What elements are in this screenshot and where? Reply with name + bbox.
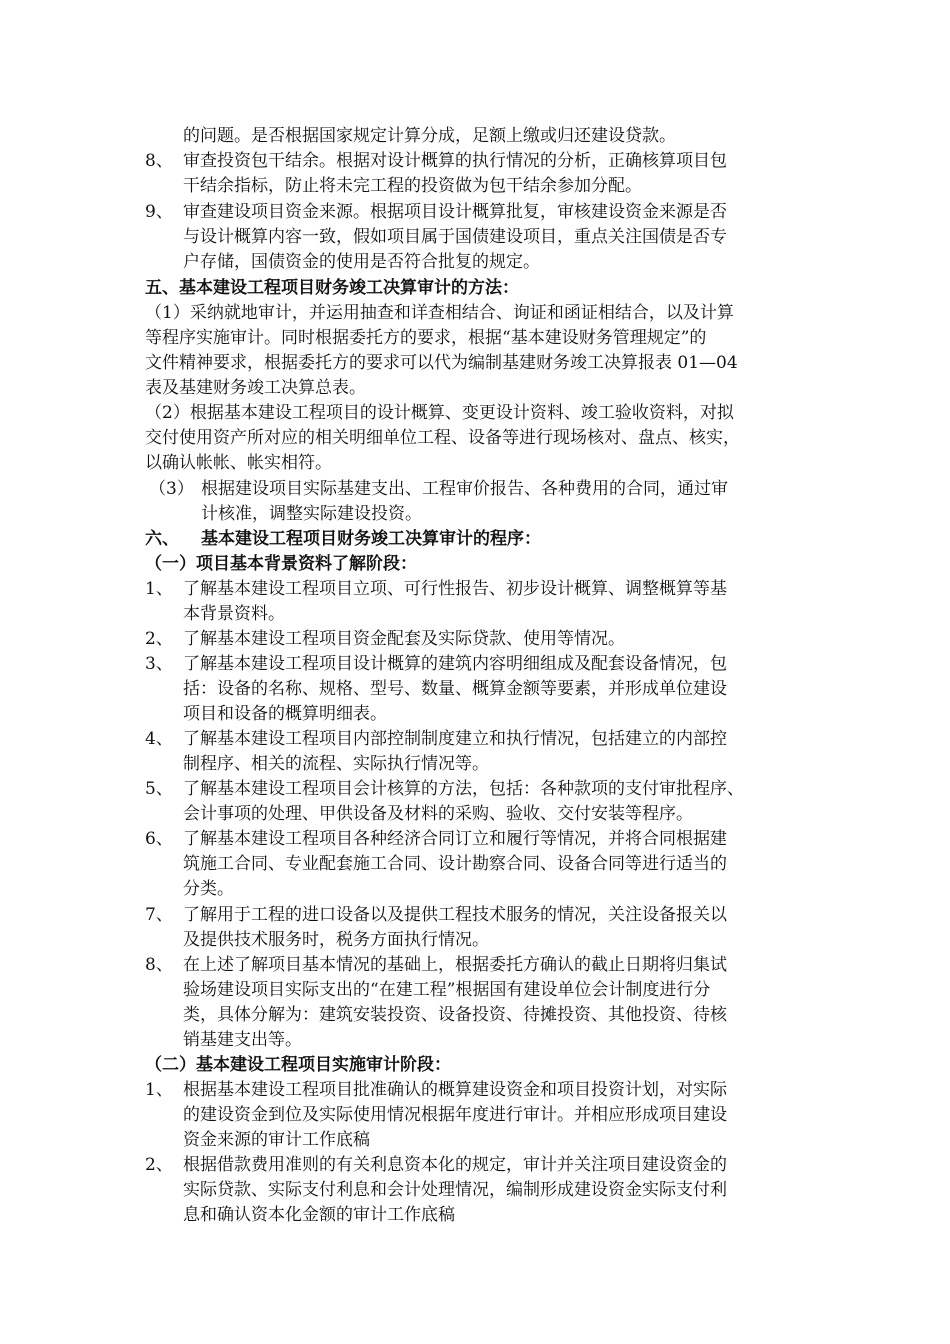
text-line: 根据建设项目实际基建支出、工程审价报告、各种费用的合同，通过审 <box>201 479 728 499</box>
text-line: 及提供技术服务时，税务方面执行情况。 <box>183 930 489 950</box>
list-number: 3、 <box>145 654 173 674</box>
list-number: 6、 <box>145 829 173 849</box>
text-line: 括：设备的名称、规格、型号、数量、概算金额等要素，并形成单位建设 <box>183 679 727 699</box>
text-line: 了解基本建设工程项目设计概算的建筑内容明细组成及配套设备情况，包 <box>183 654 727 674</box>
section-heading: 基本建设工程项目财务竣工决算审计的程序： <box>201 529 541 549</box>
text-line: （2）根据基本建设工程项目的设计概算、变更设计资料、竣工验收资料，对拟 <box>145 403 734 423</box>
text-line: （1）采纳就地审计，并运用抽查和详查相结合、询证和函证相结合，以及计算 <box>145 303 734 323</box>
text-line: 干结余指标，防止将未完工程的投资做为包干结余参加分配。 <box>183 176 642 196</box>
text-line: 了解基本建设工程项目内部控制制度建立和执行情况，包括建立的内部控 <box>183 729 727 749</box>
list-number: 7、 <box>145 905 173 925</box>
text-line: 资金来源的审计工作底稿 <box>183 1130 370 1150</box>
text-line: 等程序实施审计。同时根据委托方的要求，根据“基本建设财务管理规定”的 <box>145 328 707 348</box>
text-line: 文件精神要求，根据委托方的要求可以代为编制基建财务竣工决算报表 01—04 <box>145 353 738 373</box>
text-line: 交付使用资产所对应的相关明细单位工程、设备等进行现场核对、盘点、核实， <box>145 428 740 448</box>
text-line: 在上述了解项目基本情况的基础上，根据委托方确认的截止日期将归集试 <box>183 955 727 975</box>
text-line: 类，具体分解为：建筑安装投资、设备投资、待摊投资、其他投资、待核 <box>183 1005 727 1025</box>
text-line: 了解基本建设工程项目资金配套及实际贷款、使用等情况。 <box>183 629 625 649</box>
text-line: 了解基本建设工程项目会计核算的方法，包括：各种款项的支付审批程序、 <box>183 779 744 799</box>
text-line: 息和确认资本化金额的审计工作底稿 <box>183 1205 455 1225</box>
text-line: 的建设资金到位及实际使用情况根据年度进行审计。并相应形成项目建设 <box>183 1105 727 1125</box>
text-line: 项目和设备的概算明细表。 <box>183 704 387 724</box>
text-line: 户存储，国债资金的使用是否符合批复的规定。 <box>183 252 540 272</box>
text-line: 了解用于工程的进口设备以及提供工程技术服务的情况，关注设备报关以 <box>183 905 727 925</box>
subsection-heading: （二）基本建设工程项目实施审计阶段： <box>145 1055 451 1075</box>
section-heading: 五、基本建设工程项目财务竣工决算审计的方法： <box>145 278 519 298</box>
text-line: 销基建支出等。 <box>183 1030 302 1050</box>
text-line: 制程序、相关的流程、实际执行情况等。 <box>183 754 489 774</box>
list-number: 9、 <box>145 202 173 222</box>
text-line: 的问题。是否根据国家规定计算分成，足额上缴或归还建设贷款。 <box>183 126 676 146</box>
list-number: 5、 <box>145 779 173 799</box>
text-line: 分类。 <box>183 879 234 899</box>
text-line: 会计事项的处理、甲供设备及材料的采购、验收、交付安装等程序。 <box>183 804 693 824</box>
text-line: 根据借款费用准则的有关利息资本化的规定，审计并关注项目建设资金的 <box>183 1155 727 1175</box>
text-line: 计核准，调整实际建设投资。 <box>201 504 422 524</box>
text-line: 了解基本建设工程项目各种经济合同订立和履行等情况，并将合同根据建 <box>183 829 727 849</box>
list-number: 1、 <box>145 1080 173 1100</box>
text-line: 表及基建财务竣工决算总表。 <box>145 378 366 398</box>
list-number: 8、 <box>145 955 173 975</box>
list-number: 8、 <box>145 151 173 171</box>
text-line: 本背景资料。 <box>183 604 285 624</box>
list-number: 2、 <box>145 629 173 649</box>
section-number: 六、 <box>145 529 179 549</box>
list-number: 1、 <box>145 579 173 599</box>
list-number: （3） <box>149 479 194 499</box>
list-number: 2、 <box>145 1155 173 1175</box>
list-number: 4、 <box>145 729 173 749</box>
text-line: 审查投资包干结余。根据对设计概算的执行情况的分析，正确核算项目包 <box>183 151 727 171</box>
text-line: 验场建设项目实际支出的“在建工程”根据国有建设单位会计制度进行分 <box>183 980 711 1000</box>
text-line: 与设计概算内容一致，假如项目属于国债建设项目，重点关注国债是否专 <box>183 227 727 247</box>
text-line: 审查建设项目资金来源。根据项目设计概算批复，审核建设资金来源是否 <box>183 202 727 222</box>
text-line: 实际贷款、实际支付利息和会计处理情况，编制形成建设资金实际支付利 <box>183 1180 727 1200</box>
text-line: 筑施工合同、专业配套施工合同、设计勘察合同、设备合同等进行适当的 <box>183 854 727 874</box>
text-line: 以确认帐帐、帐实相符。 <box>145 453 332 473</box>
text-line: 根据基本建设工程项目批准确认的概算建设资金和项目投资计划，对实际 <box>183 1080 727 1100</box>
subsection-heading: （一）项目基本背景资料了解阶段： <box>145 554 417 574</box>
text-line: 了解基本建设工程项目立项、可行性报告、初步设计概算、调整概算等基 <box>183 579 727 599</box>
